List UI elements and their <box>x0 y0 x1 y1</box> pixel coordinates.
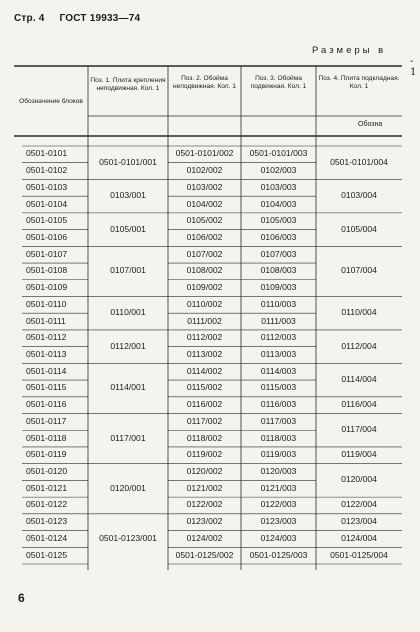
pos3-cell: 0109/003 <box>260 282 297 293</box>
pos2-cell: 0124/002 <box>186 532 223 543</box>
pos2-cell: 0106/002 <box>186 231 223 242</box>
block-designation: 0501-0117 <box>26 415 67 426</box>
block-designation: 0501-0105 <box>26 215 68 226</box>
designation-subheader: Обозна <box>358 121 383 128</box>
block-designation: 0501-0112 <box>26 332 67 343</box>
block-designation: 0501-0109 <box>26 282 68 293</box>
pos3-cell: 0120/003 <box>260 466 297 477</box>
block-designation: 0501-0114 <box>26 365 67 376</box>
pos2-cell: 0113/002 <box>186 349 223 359</box>
block-designation: 0501-0103 <box>26 181 68 192</box>
pos4-cell: 0117/004 <box>341 424 377 435</box>
standard-number: ГОСТ 19933—74 <box>59 13 141 24</box>
column-header-pos2: Поз. 2. Обойма неподвижная. Кол. 1 <box>173 75 236 90</box>
column-header-pos3: Поз. 3. Обойма подвижная. Кол. 1 <box>250 75 307 90</box>
pos3-cell: 0102/003 <box>260 165 297 176</box>
block-designation: 0501-0111 <box>26 315 66 326</box>
block-designation: 0501-0124 <box>26 532 68 543</box>
pos1-cell: 0103/001 <box>110 190 146 201</box>
pos2-cell: 0109/002 <box>186 282 223 293</box>
block-designation: 0501-0121 <box>26 482 68 493</box>
pos1-cell: 0117/001 <box>110 432 146 443</box>
pos2-cell: 0115/002 <box>186 382 223 393</box>
pos3-cell: 0119/003 <box>260 449 297 460</box>
pos2-cell: 0102/002 <box>186 165 223 176</box>
block-designation: 0501-0116 <box>26 399 67 410</box>
pos2-cell: 0501-0101/002 <box>175 148 234 159</box>
block-designation: 0501-0102 <box>26 165 68 176</box>
block-designation: 0501-0123 <box>26 516 68 527</box>
column-header-pos4: Поз. 4. Плита подкладная. Кол. 1 <box>318 75 400 90</box>
pos3-cell: 0122/003 <box>260 499 297 510</box>
pos4-cell: 0103/004 <box>341 190 377 201</box>
pos4-cell: 0122/004 <box>341 499 377 510</box>
pos2-cell: 0112/002 <box>186 332 223 343</box>
block-designation: 0501-0120 <box>26 466 68 477</box>
pos3-cell: 0117/003 <box>260 415 297 426</box>
pos1-cell: 0501-0101/001 <box>99 156 157 167</box>
pos2-cell: 0110/002 <box>186 298 223 309</box>
pos2-cell: 0122/002 <box>186 499 223 510</box>
pos3-cell: 0124/003 <box>260 532 297 543</box>
pos4-cell: 0501-0101/004 <box>330 156 388 167</box>
block-designation: 0501-0118 <box>26 432 67 443</box>
pos1-cell: 0501-0123/001 <box>99 532 157 543</box>
pos4-cell: 0120/004 <box>341 474 377 485</box>
pos1-cell: 0120/001 <box>110 482 146 493</box>
block-designation: 0501-0106 <box>26 231 68 242</box>
pos1-cell: 0105/001 <box>110 223 146 234</box>
column-header-pos1: Поз. 1. Плита крепления неподвижная. Кол. 1 <box>90 77 166 92</box>
pos4-cell: 0112/004 <box>341 340 377 351</box>
pos3-cell: 0108/003 <box>260 265 297 276</box>
block-designation: 0501-0122 <box>26 499 68 510</box>
pos3-cell: 0113/003 <box>260 349 297 359</box>
pos4-cell: 0107/004 <box>341 265 377 276</box>
pos3-cell: 0106/003 <box>260 231 297 242</box>
pos4-cell: 0114/004 <box>341 374 377 385</box>
pos4-cell: 0105/004 <box>341 223 377 234</box>
pos3-cell: 0105/003 <box>260 215 297 226</box>
pos2-cell: 0116/002 <box>186 399 223 410</box>
margin-mark: ‑ 1 <box>410 56 417 78</box>
pos2-cell: 0103/002 <box>186 181 223 192</box>
pos3-cell: 0111/003 <box>261 315 296 326</box>
pos1-cell: 0107/001 <box>110 265 146 276</box>
pos1-cell: 0114/001 <box>110 382 146 393</box>
pos3-cell: 0115/003 <box>260 382 297 393</box>
pos2-cell: 0119/002 <box>186 449 223 460</box>
pos4-cell: 0110/004 <box>341 307 377 318</box>
pos3-cell: 0112/003 <box>260 332 297 343</box>
block-designation: 0501-0107 <box>26 248 68 259</box>
pos2-cell: 0104/002 <box>186 198 223 209</box>
pos2-cell: 0120/002 <box>186 466 223 477</box>
pos3-cell: 0123/003 <box>260 516 297 527</box>
pos2-cell: 0501-0125/002 <box>175 549 234 560</box>
pos4-cell: 0124/004 <box>341 532 377 543</box>
block-designation: 0501-0110 <box>26 298 67 309</box>
page-label: Стр. 4 <box>14 13 45 24</box>
pos3-cell: 0116/003 <box>260 399 297 410</box>
pos2-cell: 0105/002 <box>186 215 223 226</box>
pos3-cell: 0110/003 <box>260 298 297 309</box>
pos2-cell: 0123/002 <box>186 516 223 527</box>
pos4-cell: 0116/004 <box>341 399 377 410</box>
block-designation: 0501-0101 <box>26 148 68 159</box>
pos3-cell: 0118/003 <box>260 432 297 443</box>
pos2-cell: 0111/002 <box>187 315 222 326</box>
pos2-cell: 0114/002 <box>186 365 223 376</box>
pos1-cell: 0110/001 <box>110 307 146 318</box>
pos3-cell: 0501-0101/003 <box>249 148 308 159</box>
block-designation: 0501-0119 <box>26 449 67 460</box>
pos1-cell: 0112/001 <box>110 340 146 351</box>
footer-page-number: 6 <box>18 591 25 605</box>
pos3-cell: 0121/003 <box>260 482 297 493</box>
pos2-cell: 0117/002 <box>186 415 223 426</box>
block-designation: 0501-0104 <box>26 198 68 209</box>
pos3-cell: 0103/003 <box>260 181 297 192</box>
pos2-cell: 0108/002 <box>186 265 223 276</box>
dimensions-label: Размеры в <box>312 45 387 56</box>
block-designation: 0501-0125 <box>26 549 68 560</box>
pos3-cell: 0114/003 <box>260 365 297 376</box>
pos4-cell: 0123/004 <box>341 516 377 527</box>
block-designation: 0501-0108 <box>26 265 68 276</box>
pos2-cell: 0118/002 <box>186 432 223 443</box>
block-designation: 0501-0113 <box>26 349 67 359</box>
pos4-cell: 0501-0125/004 <box>330 549 388 560</box>
column-header-designation: Обозначение блоков <box>19 98 83 105</box>
pos2-cell: 0121/002 <box>186 482 223 493</box>
pos3-cell: 0107/003 <box>260 248 297 259</box>
pos3-cell: 0501-0125/003 <box>249 549 308 560</box>
pos2-cell: 0107/002 <box>186 248 223 259</box>
pos3-cell: 0104/003 <box>260 198 297 209</box>
pos4-cell: 0119/004 <box>341 449 377 460</box>
block-designation: 0501-0115 <box>26 382 67 393</box>
